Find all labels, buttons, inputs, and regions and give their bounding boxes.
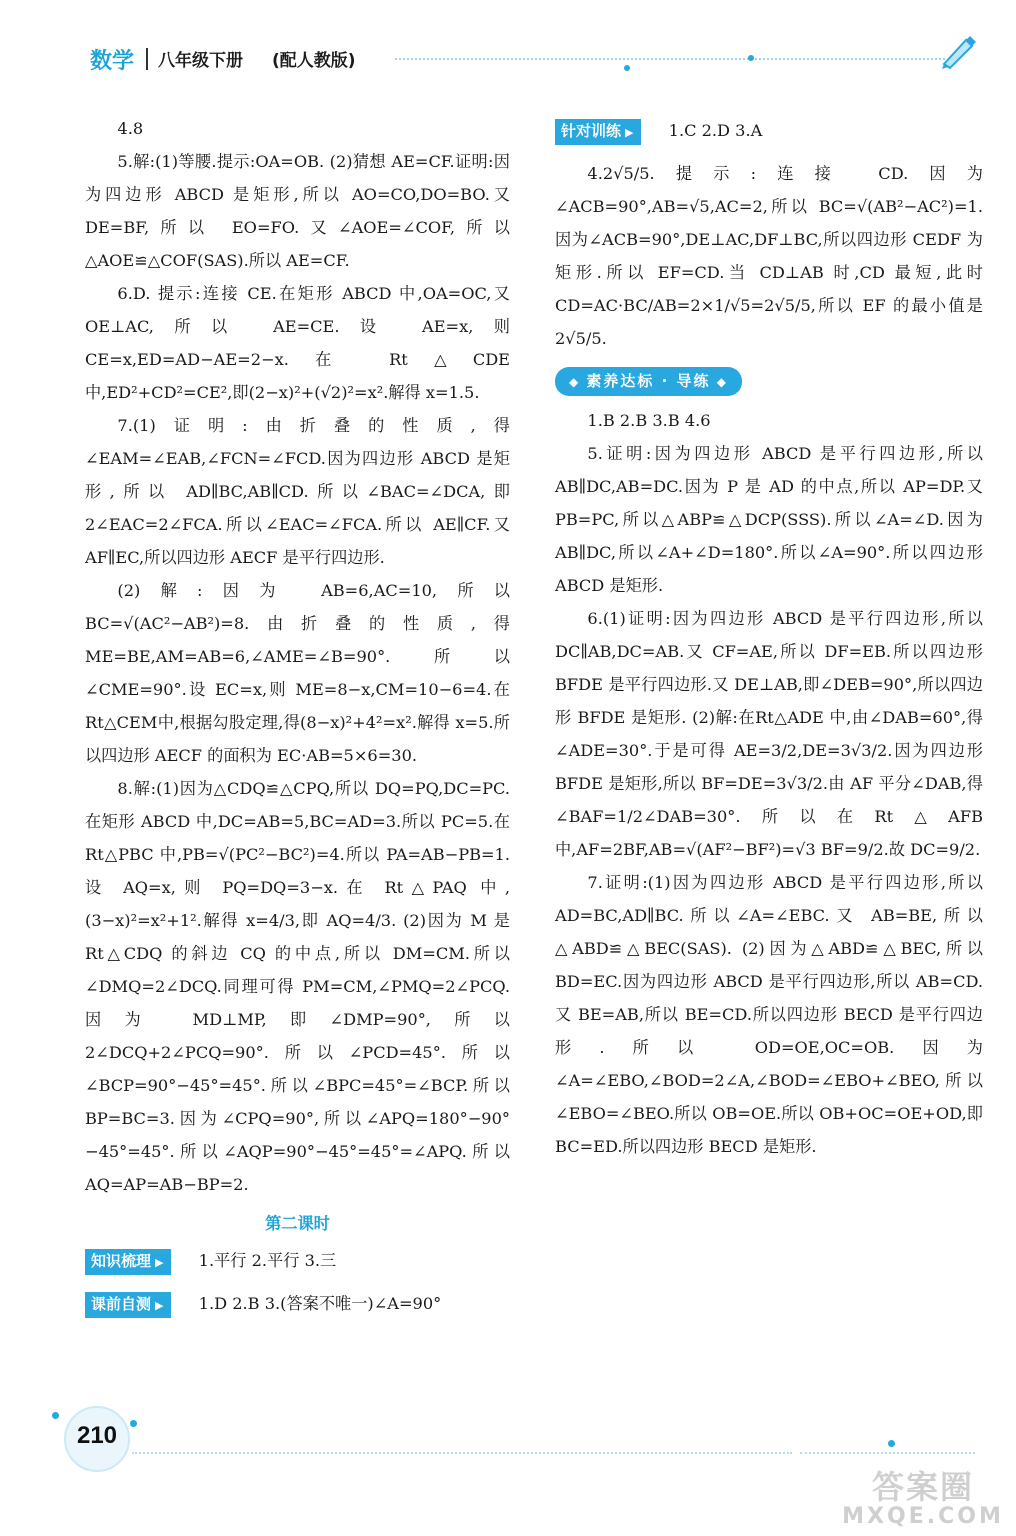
answer-right-7: 7.证明:(1)因为四边形 ABCD 是平行四边形,所以 AD=BC,AD∥BC.所以∠A=∠EBC.又 AB=BE,所以△ABD≌△BEC(SAS). (2)因为△ABD≌△BEC,所以 BD=EC.因为四边形 ABCD 是平行四边形,所以 AB=CD.又 BE=AB,所以 BE=CD.所以四边形 BECD 是平行四边形.所以 OD=OE,OC=OB.因为∠A=∠EBO,∠BOD=2∠A,∠BOD=∠EBO+∠BEO,所以∠EBO=∠BEO.所以 OB=OE.所以 OB+OC=OE+OD,即 BC=ED.所以四边形 BECD 是矩形.: [555, 873, 983, 1156]
edition-label: (配人教版): [272, 51, 356, 71]
answer-7-part1: 7.(1)证明:由折叠的性质,得∠EAM=∠EAB,∠FCN=∠FCD.因为四边形 ABCD 是矩形,所以 AD∥BC,AB∥CD.所以∠BAC=∠DCA,即2∠EAC=2∠FCA.所以∠EAC=∠FCA.所以 AE∥CF.又 AF∥EC,所以四边形 AECF 是平行四边形.: [85, 416, 510, 567]
targeted-training-row: [555, 114, 983, 147]
knowledge-review-answers: 1.平行 2.平行 3.三: [198, 1251, 337, 1270]
answer-8: 8.解:(1)因为△CDQ≌△CPQ,所以 DQ=PQ,DC=PC.在矩形 ABCD 中,DC=AB=5,BC=AD=3.所以 PC=5.在 Rt△PBC 中,PB=√(PC²−BC²)=4.所以 PA=AB−PB=1.设 AQ=x,则 PQ=DQ=3−x.在 Rt△PAQ 中,(3−x)²=x²+1².解得 x=4/3,即 AQ=4/3. (2)因为 M 是 Rt△CDQ 的斜边 CQ 的中点,所以 DM=CM.所以∠DMQ=2∠DCQ.同理可得 PM=CM,∠PMQ=2∠PCQ.因为 MD⊥MP,即∠DMP=90°,所以2∠DCQ+2∠PCQ=90°.所以∠PCD=45°.所以∠BCP=90°−45°=45°.所以∠BPC=45°=∠BCP.所以 BP=BC=3.因为∠CPQ=90°,所以∠APQ=180°−90°−45°=45°.所以∠AQP=90°−45°=45°=∠APQ.所以 AQ=AP=AB−BP=2.: [85, 779, 510, 1194]
header-dot: [748, 55, 754, 61]
literacy-answers: 1.B 2.B 3.B 4.6: [587, 411, 711, 430]
answer-right-4: 4.2√5/5.提示:连接 CD.因为∠ACB=90°,AB=√5,AC=2,所以 BC=√(AB²−AC²)=1.因为∠ACB=90°,DE⊥AC,DF⊥BC,所以四边形 CEDF 为矩形.所以 EF=CD.当 CD⊥AB 时,CD 最短,此时 CD=AC·BC/AB=2×1/√5=2√5/5,所以 EF 的最小值是2√5/5.: [555, 164, 983, 348]
section-title: 第二课时: [265, 1214, 330, 1233]
knowledge-review-tag: 知识梳理 ▶: [85, 1249, 171, 1275]
footer-dotted-line-right: [800, 1452, 975, 1454]
footer-dot: [130, 1420, 137, 1427]
footer-dotted-line: [132, 1452, 792, 1454]
subject-label: 数学: [90, 49, 135, 74]
knowledge-review-row: [85, 1244, 510, 1277]
answer-right-6: 6.(1)证明:因为四边形 ABCD 是平行四边形,所以 DC∥AB,DC=AB.又 CF=AE,所以 DF=EB.所以四边形 BFDE 是平行四边形.又 DE⊥AB,即∠DEB=90°,所以四边形 BFDE 是矩形. (2)解:在Rt△ADE 中,由∠DAB=60°,得∠ADE=30°.于是可得 AE=3/2,DE=3√3/2.因为四边形 BFDE 是矩形,所以 BF=DE=3√3/2.由 AF 平分∠DAB,得∠BAF=1/2∠DAB=30°.所以在Rt△AFB中,AF=2BF,AB=√(AF²−BF²)=√3 BF=9/2.故 DC=9/2.: [555, 609, 983, 859]
pretest-row: [85, 1287, 510, 1320]
grade-label: 八年级下册: [158, 51, 243, 71]
pretest-tag: 课前自测 ▶: [85, 1292, 171, 1318]
pretest-answers: 1.D 2.B 3.(答案不唯一)∠A=90°: [198, 1294, 442, 1313]
answer-right-5: 5.证明:因为四边形 ABCD 是平行四边形,所以 AB∥DC,AB=DC.因为 P 是 AD 的中点,所以 AP=DP.又 PB=PC,所以△ABP≌△DCP(SSS).所以∠A=∠D.因为 AB∥DC,所以∠A+∠D=180°.所以∠A=90°.所以四边形 ABCD 是矩形.: [555, 444, 983, 595]
answer-6: 6.D. 提示:连接 CE.在矩形 ABCD 中,OA=OC,又 OE⊥AC,所以 AE=CE.设 AE=x,则 CE=x,ED=AD−AE=2−x.在 Rt△CDE 中,ED²+CD²=CE²,即(2−x)²+(√2)²=x².解得 x=1.5.: [85, 284, 510, 402]
literacy-banner: ◆ 素养达标 · 导练 ◆: [555, 355, 983, 404]
answer-4: 4.8: [117, 119, 144, 138]
answer-7-part2: (2)解:因为 AB=6,AC=10,所以 BC=√(AC²−AB²)=8.由折叠的性质,得 ME=BE,AM=AB=6,∠AME=∠B=90°.所以∠CME=90°.设 EC=x,则 ME=8−x,CM=10−6=4.在Rt△CEM中,根据勾股定理,得(8−x)²+4²=x².解得 x=5.所以四边形 AECF 的面积为 EC·AB=5×6=30.: [85, 581, 510, 765]
targeted-training-tag: 针对训练 ▶: [555, 119, 641, 145]
page-number: 210: [76, 1422, 118, 1449]
footer-dot: [888, 1440, 895, 1447]
footer-dot: [52, 1412, 59, 1419]
targeted-training-answers: 1.C 2.D 3.A: [668, 121, 763, 140]
left-column: [85, 112, 510, 1330]
pen-icon: [938, 30, 978, 70]
header-dotted-line: [395, 58, 945, 60]
right-column: [555, 112, 983, 1163]
page-header: [0, 0, 1016, 90]
watermark: 答案圈 MXQE.COM: [842, 1468, 1004, 1529]
header-dot: [624, 65, 630, 71]
answer-5: 5.解:(1)等腰.提示:OA=OB. (2)猜想 AE=CF.证明:因为四边形 ABCD 是矩形,所以 AO=CO,DO=BO.又 DE=BF,所以 EO=FO.又∠AOE=∠COF,所以△AOE≌△COF(SAS).所以 AE=CF.: [85, 152, 510, 270]
header-divider: [146, 48, 148, 70]
